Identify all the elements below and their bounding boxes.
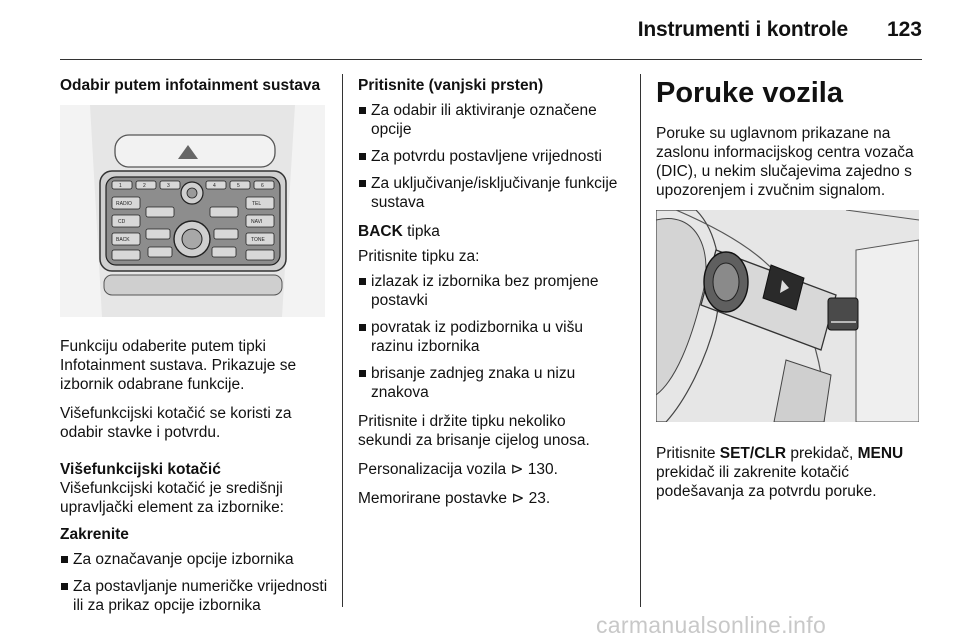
- body-paragraph: Višefunkcijski kotačić se koristi za odabir stavke i potvrdu.: [60, 405, 292, 441]
- column-divider-left: [342, 74, 343, 607]
- key-bullet-list: [358, 272, 620, 402]
- cross-reference-memorized[interactable]: [358, 489, 620, 508]
- list-item: povratak iz podizbornika u višu razinu izbornika: [358, 318, 620, 356]
- column-3: [656, 76, 922, 511]
- panel-side-label: TEL: [252, 201, 262, 207]
- page-number: 123: [886, 18, 922, 41]
- panel-top-label: 3: [167, 183, 170, 189]
- body-paragraph: Pritisnite i držite tipku nekoliko sekundi za brisanje cijelog unosa.: [358, 413, 590, 449]
- body-paragraph: Poruke su uglavnom prikazane na zaslonu informacijskog centra vozača (DIC), u nekim slučajevima zajedno s upozorenjem i zvučnim signalom.: [656, 125, 914, 199]
- panel-side-label: TONE: [251, 237, 265, 243]
- section-heading-infotainment: Odabir putem infotainment sustava: [60, 77, 321, 94]
- caption-part: prekidač ili zakrenite kotačić podešavanja za potvrdu poruke.: [656, 464, 877, 500]
- list-item: Za označavanje opcije izbornika: [60, 550, 330, 569]
- panel-side-label: RADIO: [116, 201, 132, 207]
- panel-top-label: 2: [143, 183, 146, 189]
- infotainment-panel-figure: [60, 105, 325, 317]
- reference-arrow-icon: ⊳: [510, 461, 524, 478]
- section-heading-vehicle-messages: Poruke vozila: [656, 77, 843, 109]
- steering-stalk-figure: [656, 210, 919, 422]
- list-item: Za postavljanje numeričke vrijednosti ili za prikaz opcije izbornika: [60, 577, 330, 615]
- column-1: [60, 76, 330, 625]
- menu-switch-name: MENU: [857, 445, 904, 462]
- panel-side-label: BACK: [116, 237, 130, 243]
- cross-reference-label: Personalizacija vozila: [358, 461, 507, 478]
- figure-caption: [656, 444, 922, 501]
- reference-arrow-icon: ⊳: [511, 490, 525, 507]
- header-rule: [60, 59, 922, 60]
- panel-top-label: 4: [213, 183, 216, 189]
- panel-top-label: 1: [119, 183, 122, 189]
- cross-reference-personalization[interactable]: [358, 460, 620, 479]
- label-press: Pritisnite (vanjski prsten): [358, 77, 544, 94]
- back-key-label: [358, 222, 620, 241]
- column-2: [358, 76, 620, 518]
- body-paragraph: Funkciju odaberite putem tipki Infotainment sustava. Prikazuje se izbornik odabrane funkcije.: [60, 338, 297, 393]
- panel-side-label: CD: [118, 219, 126, 225]
- cross-reference-label: Memorirane postavke: [358, 490, 508, 507]
- label-rotate: Zakrenite: [60, 526, 129, 543]
- back-key-word: tipka: [402, 223, 440, 240]
- body-paragraph: Pritisnite tipku za:: [358, 248, 480, 265]
- caption-part: Pritisnite: [656, 445, 720, 462]
- caption-part: prekidač,: [786, 445, 858, 462]
- list-item: Za uključivanje/isključivanje funkcije sustava: [358, 174, 620, 212]
- rotate-bullet-list: [60, 550, 330, 615]
- list-item: brisanje zadnjeg znaka u nizu znakova: [358, 364, 620, 402]
- panel-top-label: 6: [261, 183, 264, 189]
- sub-heading: Višefunkcijski kotačić: [60, 461, 221, 478]
- set-clr-switch-name: SET/CLR: [719, 445, 787, 462]
- watermark-link[interactable]: carmanualsonline.info: [596, 612, 827, 638]
- panel-top-label: 5: [237, 183, 240, 189]
- press-bullet-list: [358, 101, 620, 212]
- list-item: Za odabir ili aktiviranje označene opcije: [358, 101, 620, 139]
- list-item: izlazak iz izbornika bez promjene postavki: [358, 272, 620, 310]
- list-item: Za potvrdu postavljene vrijednosti: [358, 147, 620, 166]
- column-divider-right: [640, 74, 641, 607]
- back-key-name: BACK: [358, 223, 403, 240]
- panel-side-label: NAVI: [251, 219, 263, 225]
- running-header-title: Instrumenti i kontrole: [637, 18, 848, 41]
- cross-reference-page: 130.: [523, 461, 558, 478]
- body-paragraph: Višefunkcijski kotačić je središnji upravljački element za izbornike:: [60, 480, 284, 516]
- cross-reference-page: 23.: [524, 490, 551, 507]
